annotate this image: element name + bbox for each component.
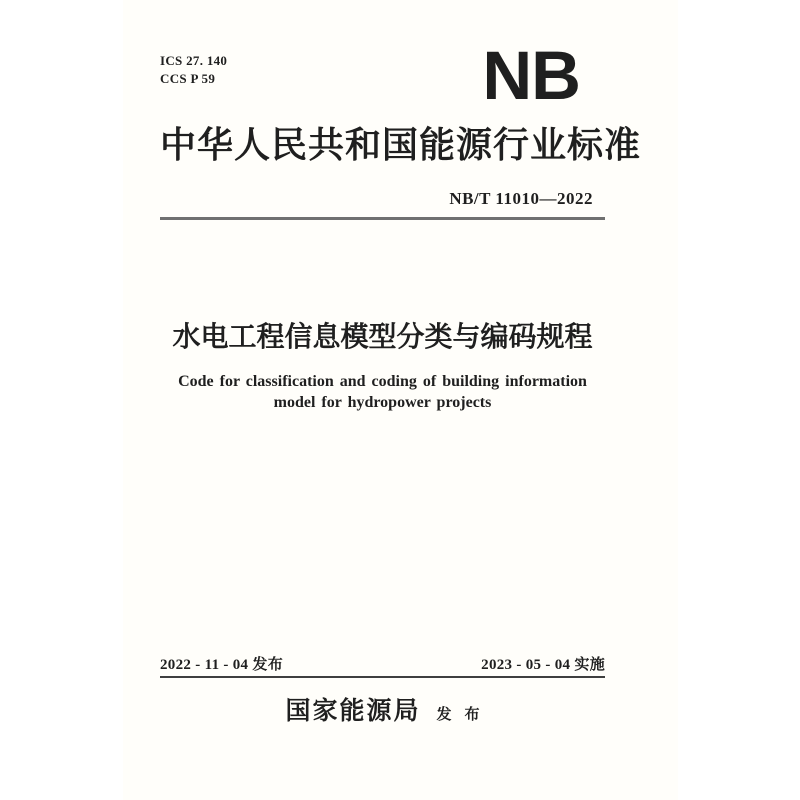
classification-codes <box>160 52 227 88</box>
ccs-code: CCS P 59 <box>160 71 216 86</box>
dates-row <box>160 653 605 674</box>
standard-cover-page <box>123 0 678 800</box>
publisher-name: 国家能源局 <box>285 698 421 725</box>
document-title-chinese: 水电工程信息模型分类与编码规程 <box>172 321 593 352</box>
nb-logo: NB <box>482 37 580 114</box>
document-title-english-line2: model for hydropower projects <box>273 394 492 411</box>
document-title-english-line1: Code for classification and coding of building information <box>178 373 587 390</box>
implementation-date: 2023 - 05 - 04 实施 <box>481 657 605 673</box>
publisher-row <box>160 691 605 727</box>
standard-number: NB/T 11010—2022 <box>449 189 593 208</box>
document-title-english <box>160 371 605 413</box>
publish-action-label: 发布 <box>436 707 493 723</box>
ics-code: ICS 27. 140 <box>160 53 228 68</box>
header-divider-rule <box>160 217 605 220</box>
standard-category-title: 中华人民共和国能源行业标准 <box>160 125 642 165</box>
issue-date: 2022 - 11 - 04 发布 <box>160 657 284 673</box>
footer-divider-rule <box>160 676 605 678</box>
